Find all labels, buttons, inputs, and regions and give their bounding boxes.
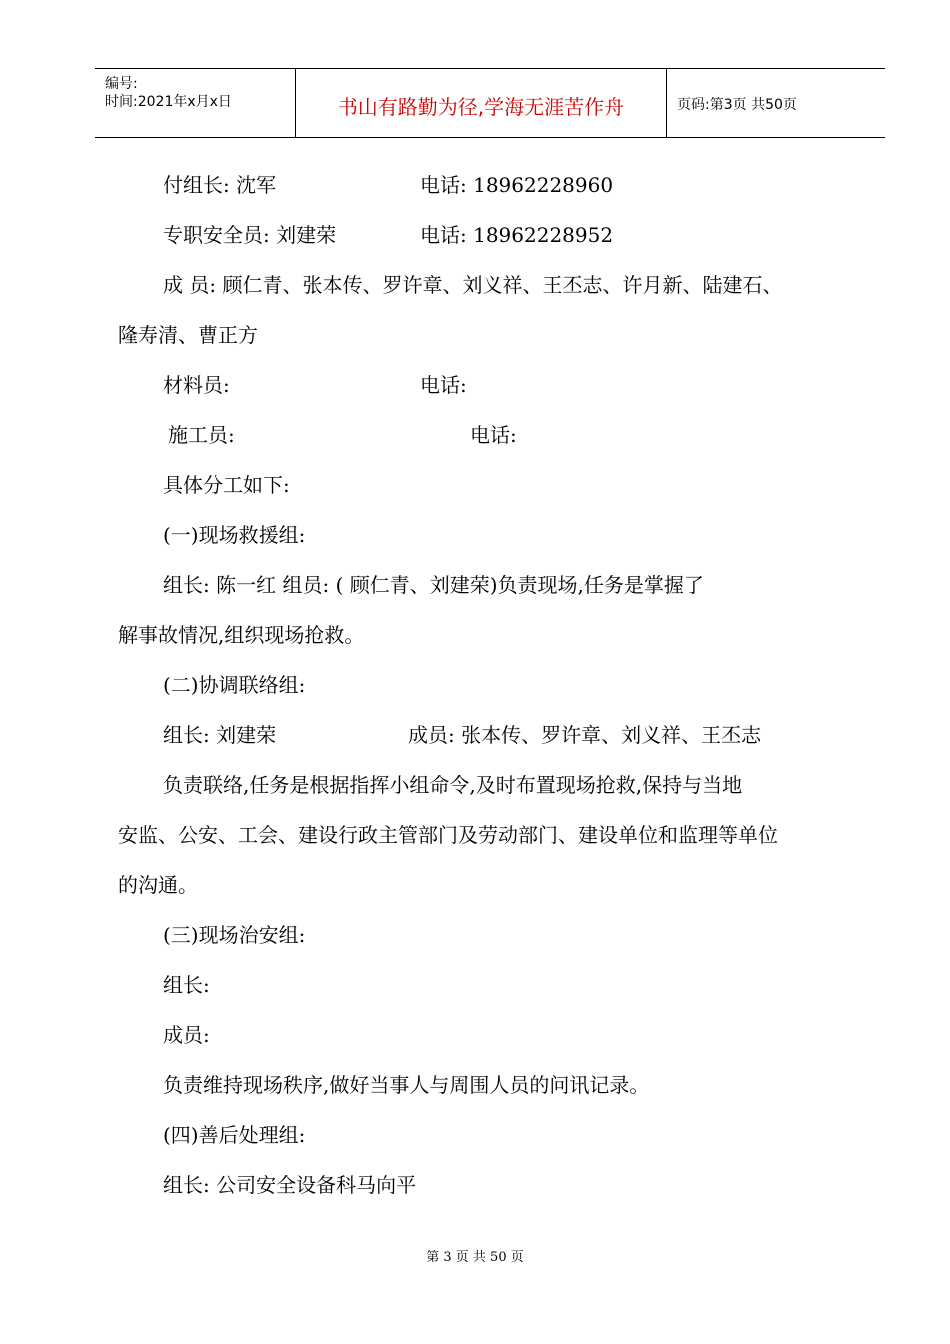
materials-officer-line: 材料员: [163,373,230,397]
vice-leader-phone: 电话: 18962228960 [420,173,614,197]
coordination-leader: 组长: 刘建荣 [163,723,277,747]
coordination-duty-line-3: 的沟通。 [118,873,198,897]
section-heading-security: (三)现场治安组: [163,923,306,947]
rescue-group-line-continued: 解事故情况,组织现场抢救。 [118,623,365,647]
header-page-cell [667,69,885,137]
rescue-group-line: 组长: 陈一红 组员: ( 顾仁青、刘建荣)负责现场,任务是掌握了 [163,573,704,597]
materials-officer-phone: 电话: [420,373,467,397]
page-footer: 第 3 页 共 50 页 [426,1250,524,1265]
members-line-continued: 隆寿清、曹正方 [118,323,258,347]
coordination-duty-line: 负责联络,任务是根据指挥小组命令,及时布置现场抢救,保持与当地 [163,773,743,797]
header-meta-cell [95,69,296,137]
vice-leader-line: 付组长: 沈军 [163,173,277,197]
safety-officer-phone: 电话: 18962228952 [420,223,614,247]
safety-officer-line: 专职安全员: 刘建荣 [163,223,337,247]
construction-officer-phone: 电话: [470,423,517,447]
document-time-label: 时间:2021年x月x日 [105,94,232,110]
document-number-label: 编号: [105,76,138,92]
page-header [95,68,885,138]
members-line: 成 员: 顾仁青、张本传、罗许章、刘义祥、王丕志、许月新、陆建石、 [163,273,783,297]
coordination-members: 成员: 张本传、罗许章、刘义祥、王丕志 [408,723,762,747]
section-heading-coordination: (二)协调联络组: [163,673,306,697]
aftermath-leader: 组长: 公司安全设备科马向平 [163,1173,417,1197]
security-duty-line: 负责维持现场秩序,做好当事人与周围人员的问讯记录。 [163,1073,650,1097]
security-members: 成员: [163,1023,210,1047]
construction-officer-line: 施工员: [168,423,235,447]
header-page-info: 页码:第3页 共50页 [677,97,797,113]
division-heading: 具体分工如下: [163,473,290,497]
header-motto: 书山有路勤为径,学海无涯苦作舟 [337,95,625,119]
coordination-duty-line-2: 安监、公安、工会、建设行政主管部门及劳动部门、建设单位和监理等单位 [118,823,778,847]
section-heading-aftermath: (四)善后处理组: [163,1123,306,1147]
section-heading-rescue: (一)现场救援组: [163,523,306,547]
header-motto-cell [296,69,667,137]
security-leader: 组长: [163,973,210,997]
